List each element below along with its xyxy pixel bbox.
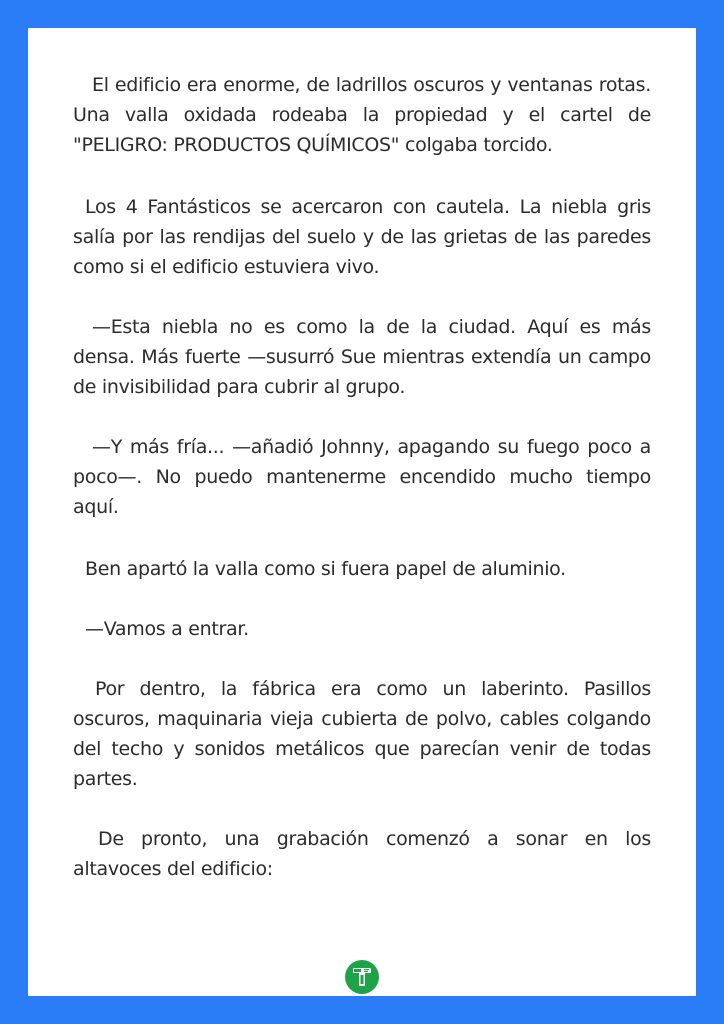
paragraph-1: El edificio era enorme, de ladrillos oscuros y ventanas rotas. Una valla oxidada rodeaba la propiedad y el cartel de "PELIGRO: PRODUCTOS QUÍMICOS" colgaba torcido. [73, 74, 651, 156]
paragraph-8: De pronto, una grabación comenzó a sonar en los altavoces del edificio: [73, 828, 651, 880]
paragraph-6: —Vamos a entrar. [85, 618, 249, 640]
paragraph-2: Los 4 Fantásticos se acercaron con cautela. La niebla gris salía por las rendijas del suelo y de las grietas de las paredes como si el edificio estuviera vivo. [73, 196, 651, 278]
book-logo-icon [345, 960, 379, 994]
paragraph-7: Por dentro, la fábrica era como un laberinto. Pasillos oscuros, maquinaria vieja cubierta de polvo, cables colgando del techo y sonidos metálicos que parecían venir de todas partes. [73, 678, 651, 790]
paragraph-4: —Y más fría... —añadió Johnny, apagando su fuego poco a poco—. No puedo mantenerme encendido mucho tiempo aquí. [73, 436, 651, 518]
page [28, 28, 696, 996]
paragraph-3: —Esta niebla no es como la de la ciudad. Aquí es más densa. Más fuerte —susurró Sue mientras extendía un campo de invisibilidad para cubrir al grupo. [73, 316, 651, 398]
paragraph-5: Ben apartó la valla como si fuera papel de aluminio. [85, 558, 566, 580]
